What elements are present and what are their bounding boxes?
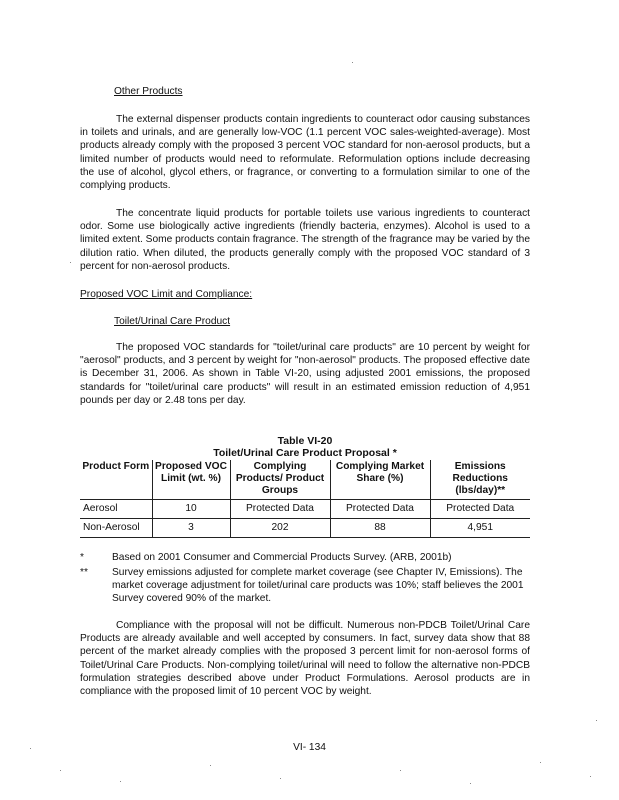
- footnote-mark: **: [80, 567, 88, 578]
- footnote-text: Survey emissions adjusted for complete market coverage (see Chapter IV, Emissions). The market coverage adjustment for toilet/urinal care products was 10%; staff believes the 2001 Survey covered 90% of the market.: [112, 567, 524, 605]
- scan-speck: [596, 720, 597, 721]
- scan-speck: [280, 778, 281, 779]
- cell-voc-limit: 3: [152, 519, 230, 538]
- cell-emissions-reductions: 4,951: [430, 519, 530, 538]
- toilet-urinal-subheading: Toilet/Urinal Care Product: [114, 316, 231, 327]
- proposed-limit-heading: Proposed VOC Limit and Compliance:: [80, 289, 253, 300]
- other-products-heading: Other Products: [114, 86, 183, 97]
- proposed-limit-paragraph: The proposed VOC standards for "toilet/urinal care products" are 10 percent by weight for "aerosol" products, and 3 percent by weight for "non-aerosol" products. The proposed effective date is December 31, 2006. As shown in Table VI-20, using adjusted 2001 emissions, the proposed standards for "toilet/urinal care products" will result in an estimated emission reduction of 4,951 pounds per day or 2.48 tons per day.: [80, 342, 530, 406]
- cell-market-share: 88: [330, 519, 430, 538]
- header-product-form: Product Form: [80, 460, 152, 500]
- scan-speck: [590, 776, 591, 777]
- scan-speck: [400, 770, 401, 771]
- cell-market-share: Protected Data: [330, 500, 430, 519]
- other-products-paragraph-1: The external dispenser products contain ingredients to counteract odor causing substances in toilets and urinals, and are generally low-VOC (1.1 percent VOC sales-weighted-average). Most products already comply with the proposed 3 percent VOC standard for non-aerosol products, but a limited number of products would need to reformulate. Reformulation options include decreasing the use of alcohol, glycol ethers, or fragrance, or converting to a formulation similar to one of the complying products.: [80, 114, 530, 192]
- scan-speck: [210, 765, 211, 766]
- cell-product-form: Non-Aerosol: [80, 519, 152, 538]
- cell-emissions-reductions: Protected Data: [430, 500, 530, 519]
- cell-complying-products: 202: [230, 519, 330, 538]
- table-header-row: [80, 460, 530, 500]
- cell-voc-limit: 10: [152, 500, 230, 519]
- header-complying-products: Complying Products/ Product Groups: [230, 460, 330, 500]
- scan-speck: [470, 783, 471, 784]
- scan-speck: [30, 748, 31, 749]
- scan-speck: [60, 770, 61, 771]
- compliance-paragraph: Compliance with the proposal will not be difficult. Numerous non-PDCB Toilet/Urinal Care Products are already available and well accepted by consumers. In fact, survey data show that 88 percent of the market already complies with the proposed 3 percent limit for non-aerosol forms of Toilet/Urinal Care Products. Non-complying toilet/urinal will need to follow the alternative non-PDCB formulation strategies described above under Product Formulations. Aerosol products are in compliance with the proposed limit of 10 percent VOC by weight.: [80, 620, 530, 698]
- table-row: [80, 519, 530, 538]
- cell-product-form: Aerosol: [80, 500, 152, 519]
- other-products-paragraph-2: The concentrate liquid products for portable toilets use various ingredients to counteract odor. Some use biologically active ingredients (friendly bacteria, enzymes). Alcohol is used to a limited extent. Some products contain fragrance. The strength of the fragrance may be varied by the dilution ratio. When diluted, the products generally comply with the proposed VOC standard of 3 percent for non-aerosol products.: [80, 208, 531, 272]
- scan-speck: [352, 62, 353, 63]
- footnote-text: Based on 2001 Consumer and Commercial Products Survey. (ARB, 2001b): [112, 552, 452, 563]
- header-proposed-voc-limit: Proposed VOC Limit (wt. %): [152, 460, 230, 500]
- footnote-mark: *: [80, 552, 84, 563]
- scan-speck: [120, 781, 121, 782]
- header-complying-market-share: Complying Market Share (%): [330, 460, 430, 500]
- table-title: Toilet/Urinal Care Product Proposal *: [213, 447, 397, 459]
- scan-speck: [70, 262, 71, 263]
- page-number: VI- 134: [293, 742, 326, 753]
- cell-complying-products: Protected Data: [230, 500, 330, 519]
- voc-proposal-table: [80, 460, 530, 538]
- scan-speck: [540, 762, 541, 763]
- header-emissions-reductions: Emissions Reductions (lbs/day)**: [430, 460, 530, 500]
- table-number: Table VI-20: [277, 435, 333, 447]
- table-row: [80, 500, 530, 519]
